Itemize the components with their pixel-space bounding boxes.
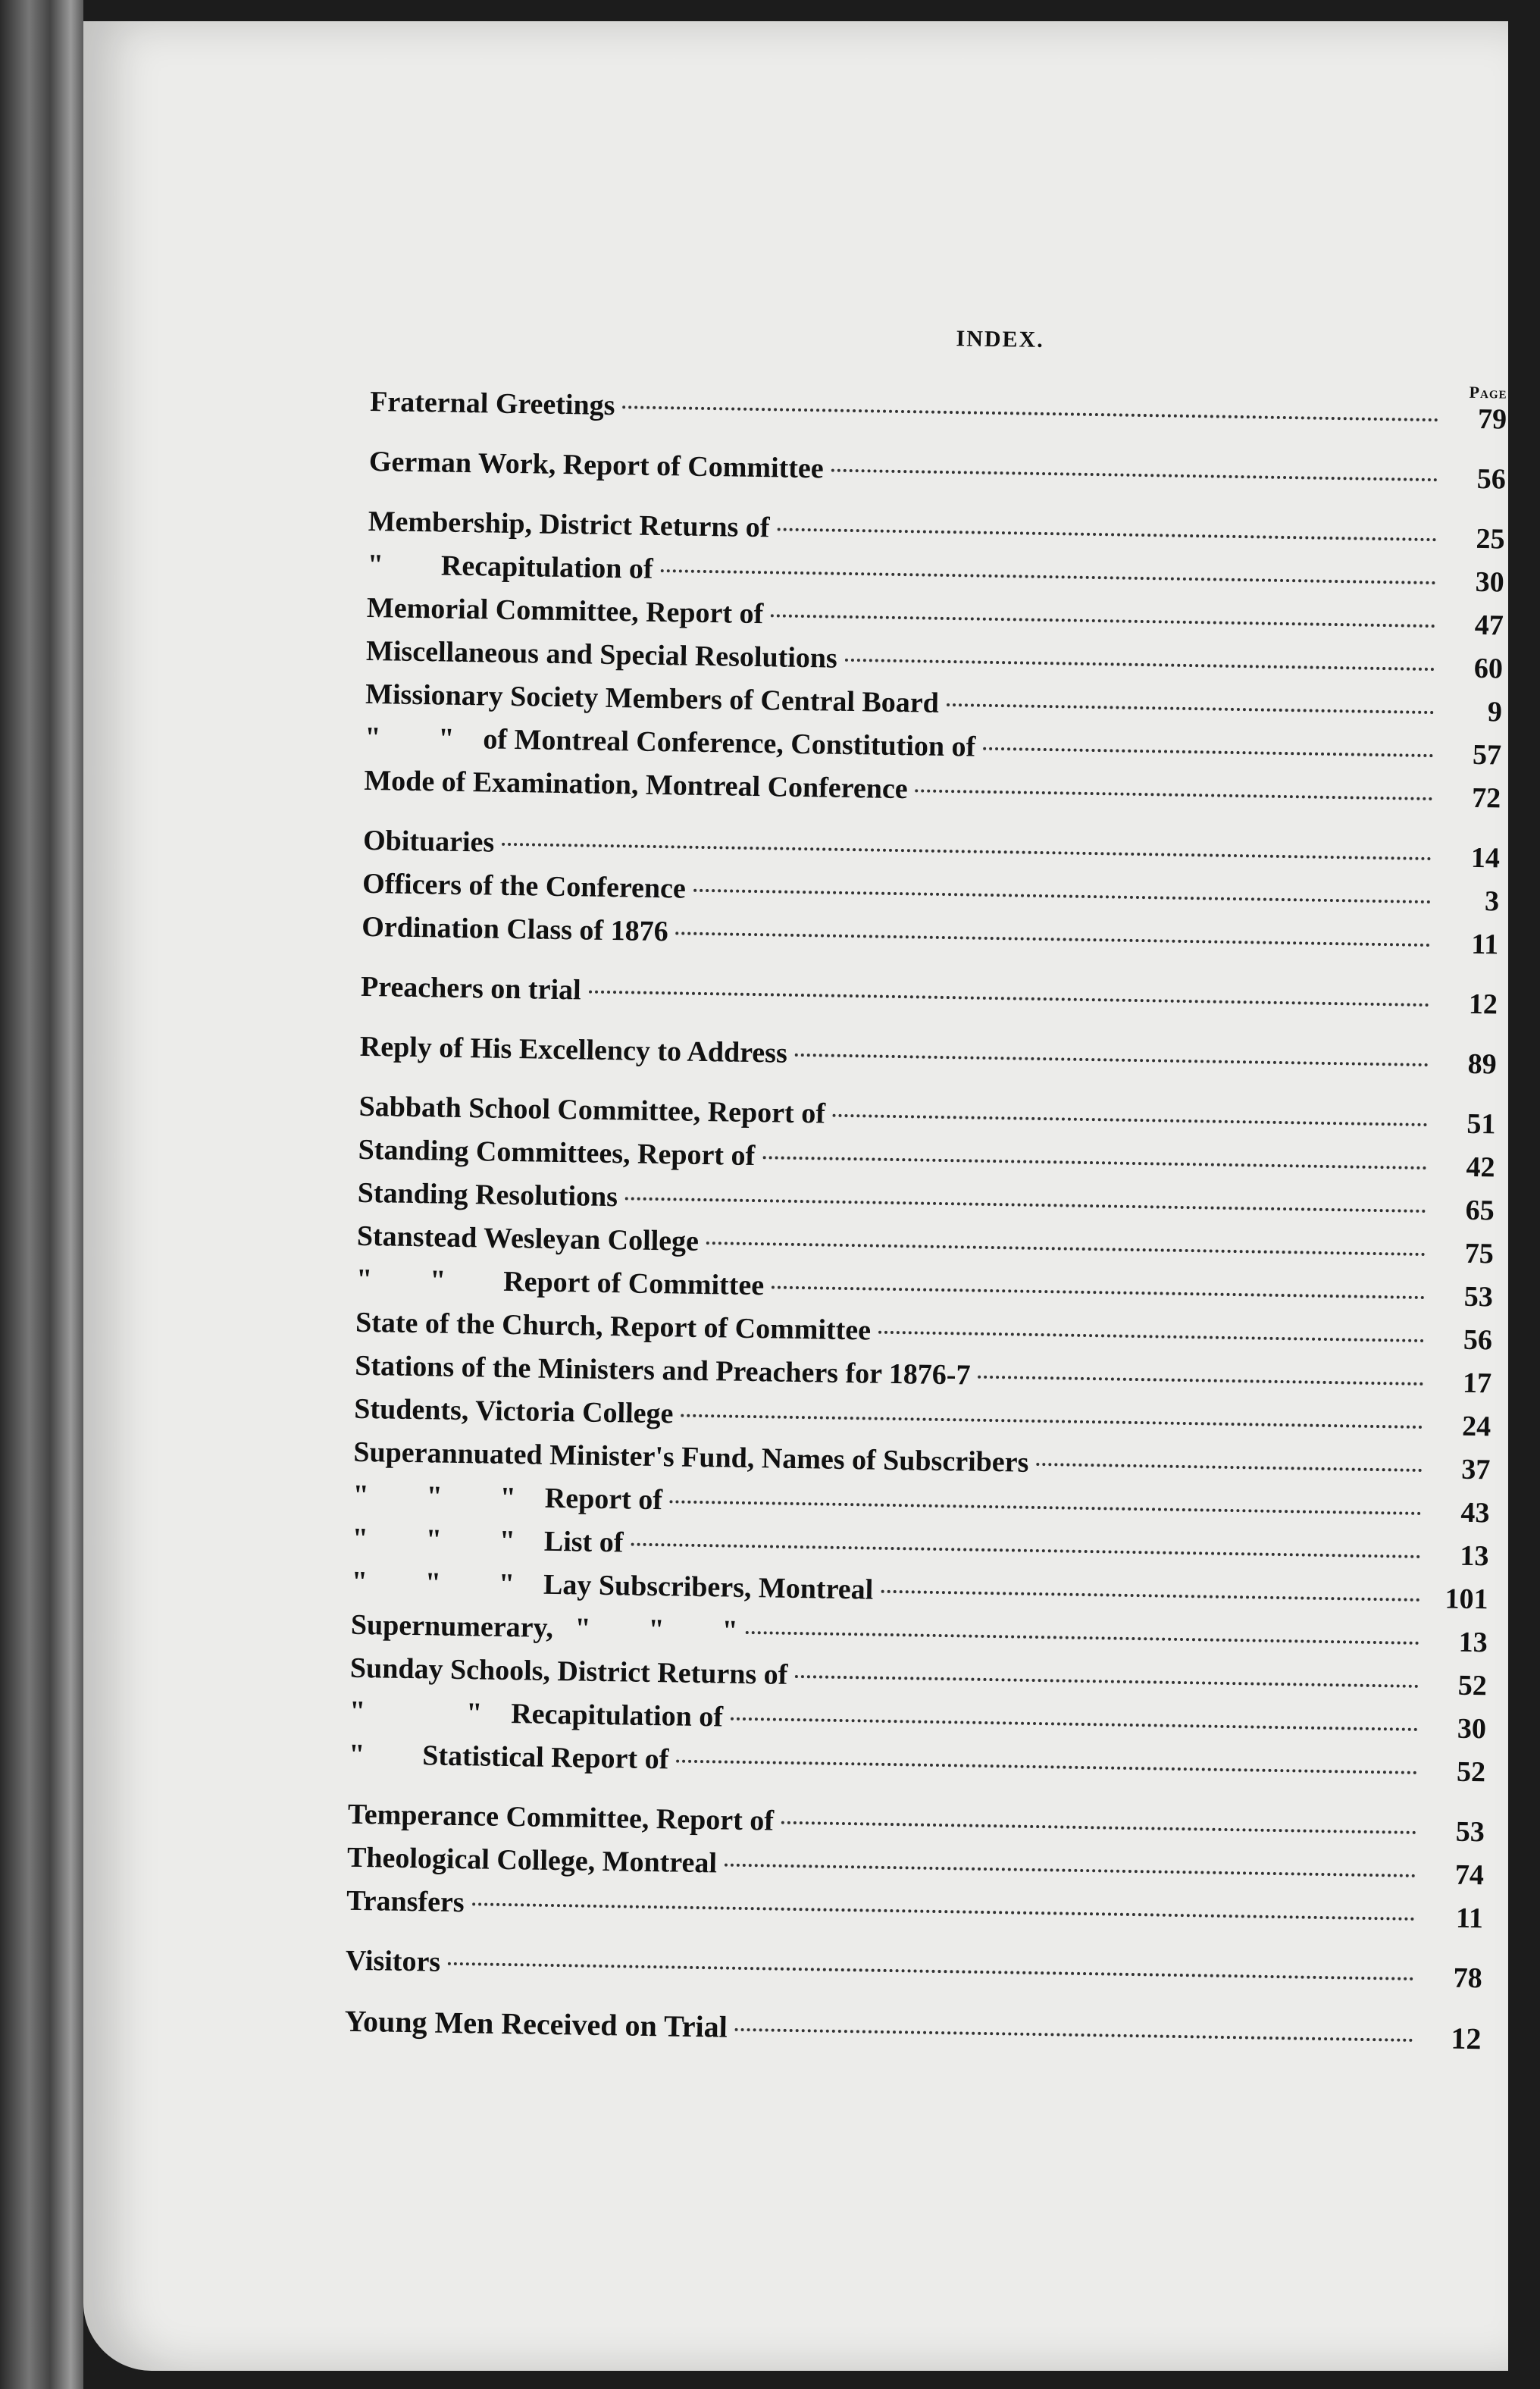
dot-leader <box>681 1414 1423 1429</box>
dot-leader <box>947 703 1434 714</box>
dot-leader <box>676 1760 1417 1774</box>
entry-label: Students, Victoria College <box>354 1392 674 1430</box>
entry-label: German Work, Report of Committee <box>368 445 825 485</box>
entry-page-number: 9 <box>1487 696 1503 728</box>
entry-label: " " Report of Committee <box>355 1263 765 1302</box>
entry-page-number: 51 <box>1466 1107 1496 1141</box>
dot-leader <box>831 469 1438 482</box>
entry-page-number: 13 <box>1460 1539 1489 1573</box>
entry-label: Mode of Examination, Montreal Conference <box>364 764 908 806</box>
entry-label: Stanstead Wesleyan College <box>356 1220 700 1257</box>
entry-label: Transfers <box>346 1884 465 1919</box>
dot-leader <box>746 1631 1419 1645</box>
dot-leader <box>772 1285 1425 1299</box>
dot-leader <box>983 747 1433 757</box>
entry-page-number: 30 <box>1475 565 1505 599</box>
entry-page-number: 12 <box>1451 2021 1482 2056</box>
entry-page-number: 13 <box>1458 1626 1488 1659</box>
entry-label: Standing Committees, Report of <box>358 1133 756 1173</box>
dot-leader <box>622 405 1438 421</box>
entry-label: " " " Report of <box>352 1479 663 1517</box>
dot-leader <box>589 991 1429 1007</box>
dot-leader <box>735 2028 1413 2042</box>
entry-label: Temperance Committee, Report of <box>347 1798 775 1837</box>
entry-page-number: 74 <box>1454 1858 1485 1892</box>
entry-label: Memorial Committee, Report of <box>366 591 764 631</box>
page-column-header: Page <box>1469 382 1507 402</box>
dot-leader <box>731 1717 1418 1731</box>
dot-leader <box>725 1864 1416 1877</box>
entry-page-number: 78 <box>1453 1962 1483 1995</box>
entry-page-number: 72 <box>1471 781 1501 815</box>
entry-page-number: 37 <box>1460 1453 1491 1486</box>
entry-page-number: 25 <box>1476 522 1505 556</box>
entry-page-number: 57 <box>1472 738 1502 772</box>
entry-label: Fraternal Greetings <box>369 385 615 422</box>
dot-leader <box>472 1902 1415 1921</box>
dot-leader <box>1036 1463 1422 1472</box>
entry-page-number: 101 <box>1445 1583 1488 1616</box>
dot-leader <box>762 1156 1426 1169</box>
book-binding-edge <box>0 0 83 2389</box>
entry-label: Officers of the Conference <box>362 867 687 905</box>
entry-label: Reply of His Excellency to Address <box>359 1030 788 1069</box>
entry-page-number: 65 <box>1465 1194 1495 1227</box>
entry-label: Membership, District Returns of <box>368 505 770 544</box>
dot-leader <box>777 528 1436 541</box>
dot-leader <box>706 1241 1426 1256</box>
entry-page-number: 42 <box>1466 1151 1495 1184</box>
entry-label: Supernumerary, " " " <box>350 1608 739 1647</box>
entry-label: Missionary Society Members of Central Board <box>365 678 940 719</box>
entry-page-number: 47 <box>1474 609 1504 642</box>
dot-leader <box>833 1114 1428 1126</box>
entry-label: " " " List of <box>352 1522 624 1559</box>
entry-page-number: 75 <box>1464 1237 1495 1270</box>
entry-label: " " Recapitulation of <box>349 1695 724 1733</box>
entry-page-number: 89 <box>1467 1047 1498 1081</box>
entry-label: State of the Church, Report of Committee <box>355 1306 872 1347</box>
entry-page-number: 52 <box>1457 1669 1488 1702</box>
entry-label: Preachers on trial <box>360 970 581 1007</box>
entry-page-number: 17 <box>1462 1367 1492 1400</box>
dot-leader <box>448 1962 1414 1980</box>
dot-leader <box>661 569 1436 584</box>
entry-page-number: 43 <box>1460 1496 1490 1530</box>
index-entries <box>344 353 1507 2060</box>
entry-page-number: 12 <box>1468 988 1498 1021</box>
entry-label: Superannuated Minister's Fund, Names of Subscribers <box>353 1436 1029 1479</box>
entry-page-number: 3 <box>1484 885 1500 918</box>
entry-page-number: 79 <box>1477 402 1507 436</box>
entry-page-number: 53 <box>1455 1815 1485 1849</box>
entry-label: Young Men Received on Trial <box>344 2003 728 2044</box>
entry-page-number: 53 <box>1463 1280 1494 1313</box>
entry-page-number: 56 <box>1476 462 1507 496</box>
dot-leader <box>881 1590 1419 1602</box>
entry-label: Standing Resolutions <box>357 1176 618 1213</box>
index-title: INDEX. <box>956 326 1044 352</box>
book-page <box>83 21 1508 2371</box>
entry-label: " Recapitulation of <box>367 548 653 585</box>
entry-label: Sabbath School Committee, Report of <box>358 1090 826 1130</box>
dot-leader <box>502 843 1432 860</box>
dot-leader <box>693 889 1431 903</box>
entry-label: " Statistical Report of <box>348 1738 669 1776</box>
index-content <box>344 317 1508 2060</box>
entry-page-number: 11 <box>1455 1902 1484 1935</box>
entry-label: Miscellaneous and Special Resolutions <box>365 634 838 675</box>
dot-leader <box>795 1054 1429 1066</box>
entry-page-number: 14 <box>1470 841 1501 875</box>
entry-label: " " of Montreal Conference, Constitution of <box>364 721 976 763</box>
entry-page-number: 30 <box>1457 1712 1487 1746</box>
dot-leader <box>676 931 1431 947</box>
entry-label: Stations of the Ministers and Preachers for 1876-7 <box>354 1349 971 1392</box>
dot-leader <box>625 1197 1426 1213</box>
entry-label: Ordination Class of 1876 <box>362 910 668 948</box>
dot-leader <box>795 1675 1419 1688</box>
entry-label: Visitors <box>345 1944 441 1978</box>
entry-label: Obituaries <box>362 824 495 859</box>
entry-page-number: 60 <box>1473 652 1504 685</box>
dot-leader <box>631 1543 1420 1558</box>
entry-page-number: 11 <box>1470 928 1499 961</box>
dot-leader <box>878 1331 1424 1342</box>
dot-leader <box>978 1376 1423 1385</box>
dot-leader <box>670 1500 1422 1515</box>
entry-label: Sunday Schools, District Returns of <box>349 1652 788 1691</box>
entry-page-number: 24 <box>1461 1410 1491 1443</box>
entry-label: Theological College, Montreal <box>346 1841 718 1880</box>
dot-leader <box>916 789 1433 800</box>
entry-label: " " " Lay Subscribers, Montreal <box>351 1565 874 1606</box>
dot-leader <box>845 659 1435 671</box>
entry-page-number: 56 <box>1463 1323 1493 1357</box>
entry-page-number: 52 <box>1456 1755 1486 1789</box>
dot-leader <box>781 1821 1416 1834</box>
dot-leader <box>771 614 1435 628</box>
